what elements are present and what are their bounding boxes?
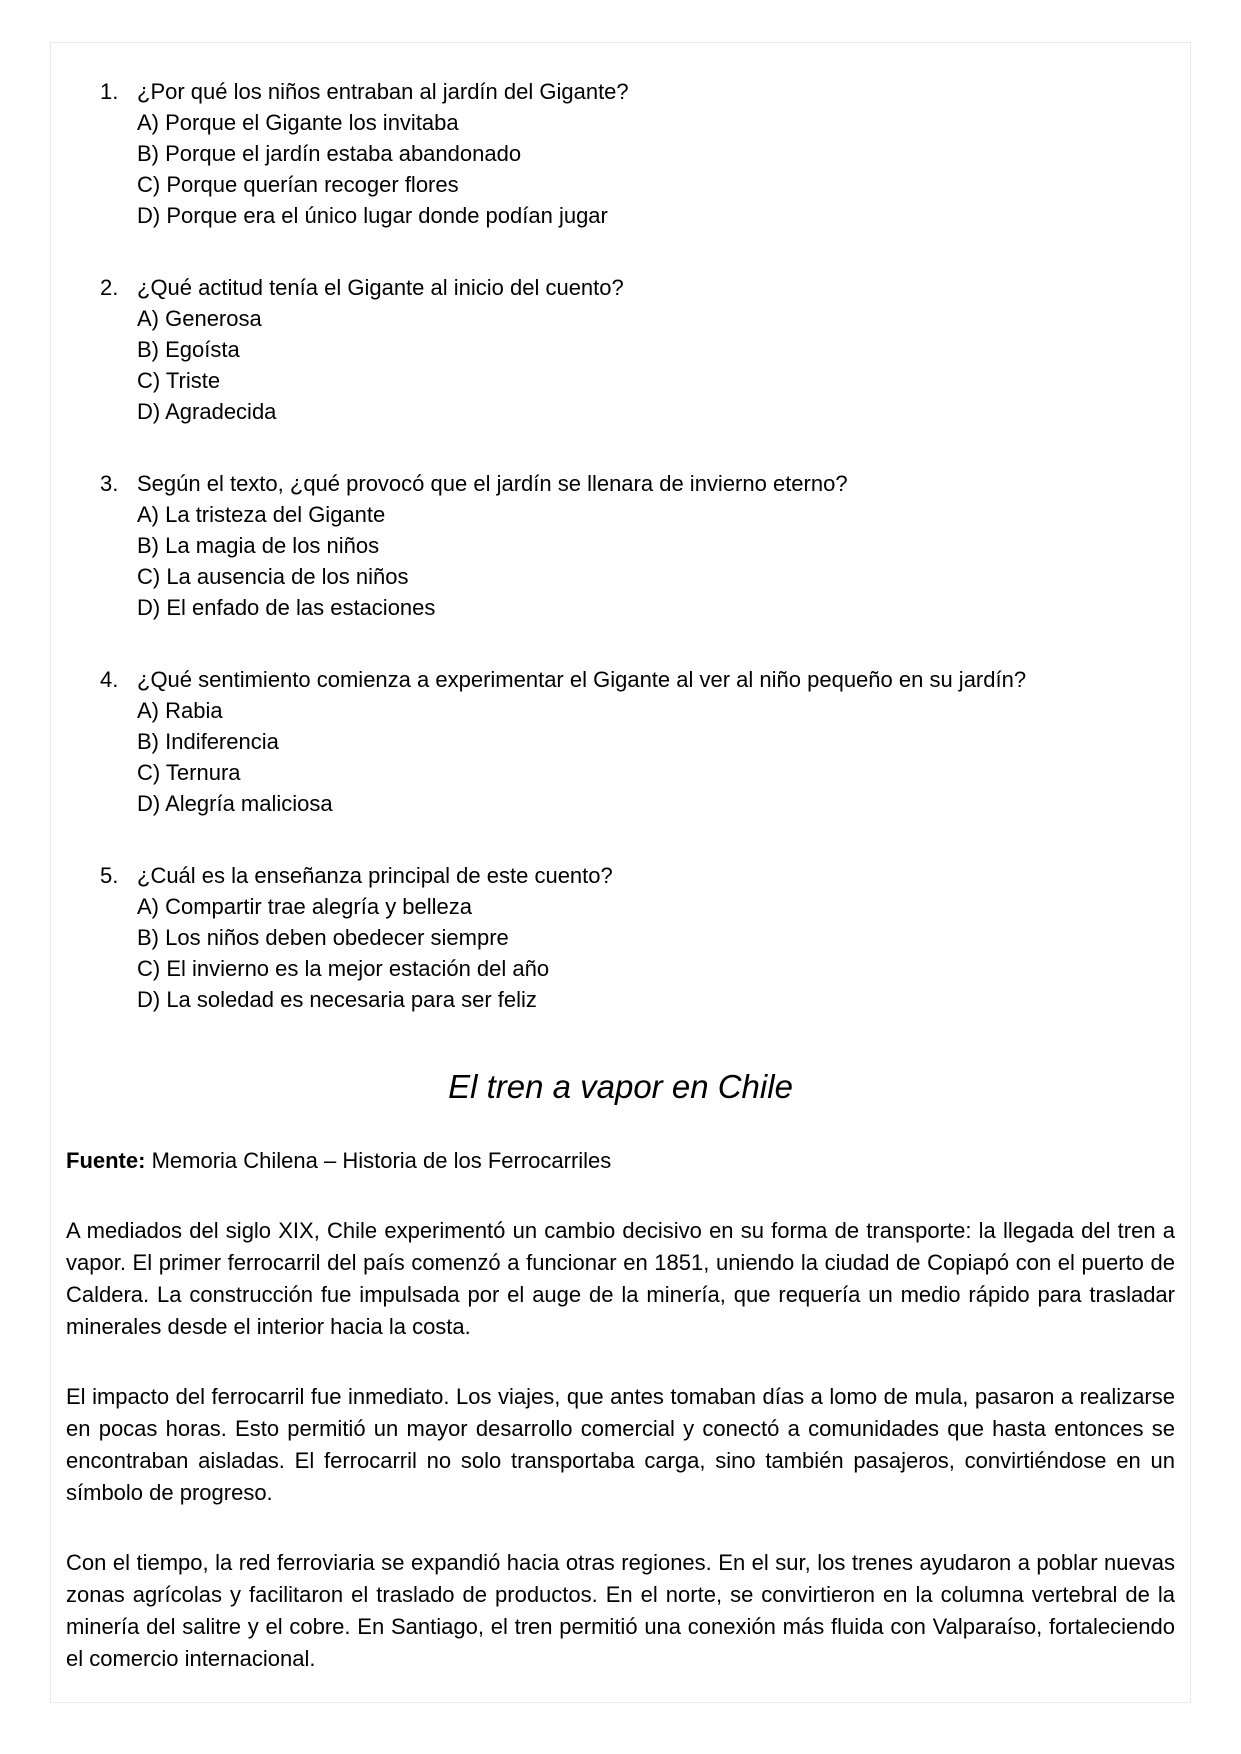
article-title: El tren a vapor en Chile bbox=[448, 1068, 793, 1105]
question-5-number: 5. bbox=[100, 863, 119, 888]
option-item: D) La soledad es necesaria para ser feliz bbox=[137, 987, 537, 1012]
article-paragraph-3: Con el tiempo, la red ferroviaria se expandió hacia otras regiones. En el sur, los trenes ayudaron a poblar nuevas zonas agrícolas y facilitaron el traslado de productos. En el norte, se convirtieron en la columna vertebral de la minería del salitre y el cobre. En Santiago, el tren permitió una conexión más fluida con Valparaíso, fortaleciendo el comercio internacional. bbox=[66, 1550, 1175, 1671]
question-2-number: 2. bbox=[100, 275, 119, 300]
article-paragraph-2: El impacto del ferrocarril fue inmediato. Los viajes, que antes tomaban días a lomo de mula, pasaron a realizarse en pocas horas. Esto permitió un mayor desarrollo comercial y conectó a comunidades que hasta entonces se encontraban aisladas. El ferrocarril no solo transportaba carga, sino también pasajeros, convirtiéndose en un símbolo de progreso. bbox=[66, 1384, 1175, 1505]
option-item: B) La magia de los niños bbox=[137, 533, 380, 558]
question-5-line bbox=[100, 860, 1155, 891]
option-item: D) Agradecida bbox=[137, 399, 277, 424]
question-4-text: ¿Qué sentimiento comienza a experimentar el Gigante al ver al niño pequeño en su jardín? bbox=[137, 667, 1027, 692]
question-5 bbox=[100, 860, 1155, 1015]
question-5-text: ¿Cuál es la enseñanza principal de este cuento? bbox=[137, 863, 613, 888]
question-4-line bbox=[100, 664, 1155, 695]
comprehension-quiz bbox=[100, 76, 1155, 1015]
question-2-options bbox=[137, 303, 1155, 427]
question-1-line bbox=[100, 76, 1155, 107]
source-label: Fuente: bbox=[66, 1148, 146, 1173]
option-item: B) Porque el jardín estaba abandonado bbox=[137, 141, 522, 166]
option-item: B) Los niños deben obedecer siempre bbox=[137, 925, 509, 950]
option-item: A) La tristeza del Gigante bbox=[137, 502, 386, 527]
question-5-options bbox=[137, 891, 1155, 1015]
option-item: B) Egoísta bbox=[137, 337, 240, 362]
document-sheet bbox=[50, 42, 1191, 1703]
question-2 bbox=[100, 272, 1155, 427]
article-paragraph-1: A mediados del siglo XIX, Chile experimentó un cambio decisivo en su forma de transporte: la llegada del tren a vapor. El primer ferrocarril del país comenzó a funcionar en 1851, uniendo la ciudad de Copiapó con el puerto de Caldera. La construcción fue impulsada por el auge de la minería, que requería un medio rápido para trasladar minerales desde el interior hacia la costa. bbox=[66, 1218, 1175, 1339]
option-item: D) Alegría maliciosa bbox=[137, 791, 333, 816]
question-3-options bbox=[137, 499, 1155, 623]
question-3-text: Según el texto, ¿qué provocó que el jardín se llenara de invierno eterno? bbox=[137, 471, 848, 496]
question-3-number: 3. bbox=[100, 471, 119, 496]
source-line bbox=[66, 1145, 1175, 1177]
question-1-options bbox=[137, 107, 1155, 231]
option-item: B) Indiferencia bbox=[137, 729, 279, 754]
question-4-number: 4. bbox=[100, 667, 119, 692]
option-item: D) El enfado de las estaciones bbox=[137, 595, 436, 620]
option-item: C) Porque querían recoger flores bbox=[137, 172, 459, 197]
question-1-text: ¿Por qué los niños entraban al jardín del Gigante? bbox=[137, 79, 629, 104]
question-2-text: ¿Qué actitud tenía el Gigante al inicio del cuento? bbox=[137, 275, 624, 300]
option-item: C) El invierno es la mejor estación del año bbox=[137, 956, 550, 981]
option-item: C) Ternura bbox=[137, 760, 241, 785]
option-item: A) Porque el Gigante los invitaba bbox=[137, 110, 459, 135]
question-1 bbox=[100, 76, 1155, 231]
option-item: A) Generosa bbox=[137, 306, 262, 331]
question-1-number: 1. bbox=[100, 79, 119, 104]
question-2-line bbox=[100, 272, 1155, 303]
option-item: C) La ausencia de los niños bbox=[137, 564, 409, 589]
question-4-options bbox=[137, 695, 1155, 819]
option-item: D) Porque era el único lugar donde podían jugar bbox=[137, 203, 608, 228]
option-item: C) Triste bbox=[137, 368, 221, 393]
question-4 bbox=[100, 664, 1155, 819]
source-text: Memoria Chilena – Historia de los Ferrocarriles bbox=[145, 1148, 612, 1173]
question-3-line bbox=[100, 468, 1155, 499]
question-3 bbox=[100, 468, 1155, 623]
option-item: A) Compartir trae alegría y belleza bbox=[137, 894, 473, 919]
option-item: A) Rabia bbox=[137, 698, 223, 723]
